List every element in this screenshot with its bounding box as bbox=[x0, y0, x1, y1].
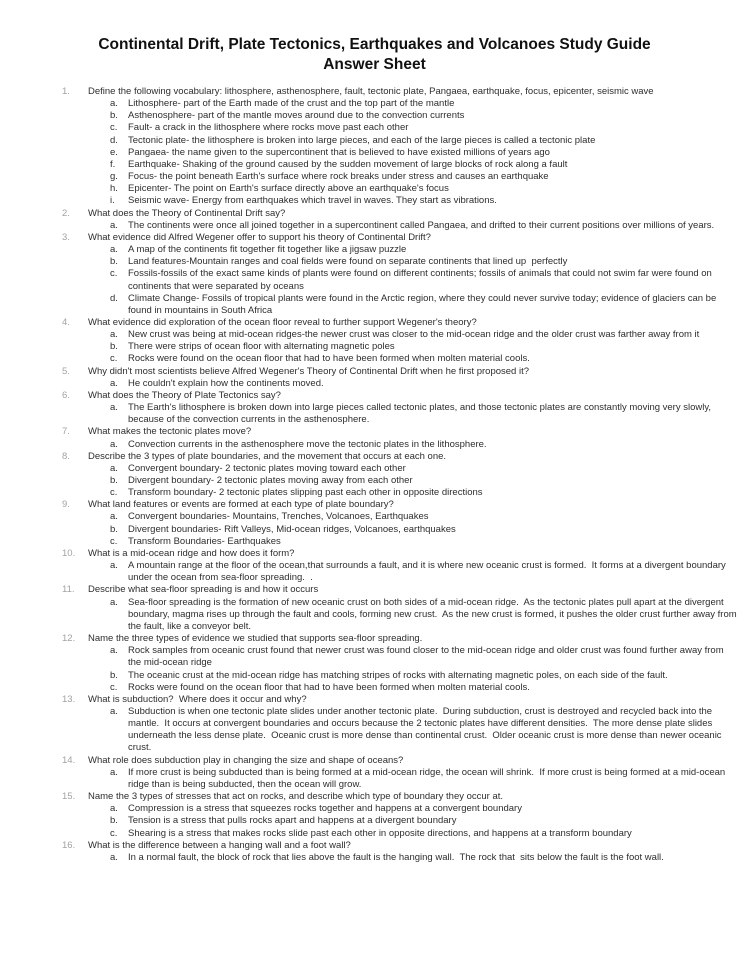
answer-row bbox=[110, 353, 739, 365]
answer-text: Tectonic plate- the lithosphere is broken into large pieces, and each of the large pieces is called a tectonic plate bbox=[128, 134, 596, 146]
answer-letter: c. bbox=[110, 122, 118, 134]
answer-letter: a. bbox=[110, 462, 118, 474]
question-number: 8. bbox=[62, 450, 70, 462]
answer-letter: c. bbox=[110, 681, 118, 693]
answer-text: Pangaea- the name given to the supercontinent that is believed to have existed millions of years ago bbox=[128, 146, 550, 158]
answer-row bbox=[110, 475, 739, 487]
answer-row bbox=[110, 98, 739, 110]
page-title bbox=[0, 0, 749, 75]
answer-letter: a. bbox=[110, 511, 118, 523]
question-text: Name the 3 types of stresses that act on rocks, and describe which type of boundary they occur at. bbox=[88, 791, 504, 803]
answer-text: Land features-Mountain ranges and coal fields were found on separate continents that lined up perfectly bbox=[128, 256, 568, 268]
answer-letter: a. bbox=[110, 851, 118, 863]
answer-letter: b. bbox=[110, 256, 118, 268]
question-text: Define the following vocabulary: lithosphere, asthenosphere, fault, tectonic plate, Pangaea, earthquake, focus, epicenter, seismic wave bbox=[88, 86, 654, 97]
question-row bbox=[62, 840, 739, 852]
answer-row bbox=[110, 828, 739, 840]
answer-letter: b. bbox=[110, 669, 118, 681]
answer-letter: e. bbox=[110, 146, 118, 158]
question-number: 2. bbox=[62, 207, 70, 219]
answer-letter: a. bbox=[110, 560, 118, 572]
question-text: What does the Theory of Continental Drift say? bbox=[88, 207, 286, 219]
answer-letter: b. bbox=[110, 110, 118, 122]
answer-text: A mountain range at the floor of the ocean,that surrounds a fault, and it is where new oceanic crust is formed. It forms at a divergent boundary under the ocean from sea-floor spreading. . bbox=[128, 560, 732, 584]
answer-row bbox=[110, 402, 739, 426]
question-number: 5. bbox=[62, 365, 70, 377]
question-text: Describe what sea-floor spreading is and how it occurs bbox=[88, 584, 319, 596]
answer-row bbox=[110, 110, 739, 122]
question-text: What is the difference between a hanging wall and a foot wall? bbox=[88, 839, 351, 851]
answer-text: Subduction is when one tectonic plate slides under another tectonic plate. During subduction, crust is destroyed and recycled back into the mantle. It occurs at convergent boundaries and occurs because the 2 tectonic plates have different densities. The more dense plate slides underneath the less dense plate. Oceanic crust is more dense than continental crust. Older oceanic crust is more dense than newer oceanic crust. bbox=[128, 705, 725, 754]
question-row bbox=[62, 694, 739, 706]
answer-row bbox=[110, 560, 739, 584]
answer-row bbox=[110, 670, 739, 682]
answer-text: Convergent boundary- 2 tectonic plates moving toward each other bbox=[128, 462, 406, 474]
answer-letter: a. bbox=[110, 766, 118, 778]
answer-letter: a. bbox=[110, 244, 118, 256]
answer-text: Lithosphere- part of the Earth made of the crust and the top part of the mantle bbox=[128, 98, 455, 110]
answer-letter: h. bbox=[110, 183, 118, 195]
answer-letter: g. bbox=[110, 171, 118, 183]
answer-row bbox=[110, 135, 739, 147]
answer-text: Asthenosphere- part of the mantle moves around due to the convection currents bbox=[128, 110, 465, 122]
answer-text: Compression is a stress that squeezes rocks together and happens at a convergent boundary bbox=[128, 803, 522, 815]
answer-letter: b. bbox=[110, 341, 118, 353]
answer-letter: a. bbox=[110, 803, 118, 815]
answer-letter: a. bbox=[110, 402, 118, 414]
answer-row bbox=[110, 645, 739, 669]
question-number: 9. bbox=[62, 499, 70, 511]
answer-letter: c. bbox=[110, 268, 118, 280]
answer-letter: a. bbox=[110, 98, 118, 110]
question-text: What is a mid-ocean ridge and how does it form? bbox=[88, 547, 295, 559]
answer-row bbox=[110, 706, 739, 755]
answer-letter: a. bbox=[110, 219, 118, 231]
question-number: 11. bbox=[62, 584, 75, 596]
answer-letter: a. bbox=[110, 438, 118, 450]
answer-row bbox=[110, 852, 739, 864]
question-text: What evidence did exploration of the ocean floor reveal to further support Wegener's theory? bbox=[88, 316, 477, 328]
answer-row bbox=[110, 487, 739, 499]
answer-text: Epicenter- The point on Earth's surface directly above an earthquake's focus bbox=[128, 183, 449, 195]
answer-row bbox=[110, 220, 739, 232]
answer-row bbox=[110, 244, 739, 256]
answer-text: Divergent boundary- 2 tectonic plates moving away from each other bbox=[128, 475, 413, 486]
answer-text: The continents were once all joined together in a supercontinent called Pangaea, and drifted to their current positions over millions of years. bbox=[128, 219, 715, 231]
answer-row bbox=[110, 171, 739, 183]
answer-text: Focus- the point beneath Earth's surface where rock breaks under stress and causes an earthquake bbox=[128, 171, 549, 183]
question-answer-list bbox=[0, 86, 749, 864]
answer-text: Rock samples from oceanic crust found that newer crust was found closer to the mid-ocean ridge and older crust was found further away from the mid-ocean ridge bbox=[128, 645, 727, 669]
question-text: What is subduction? Where does it occur and why? bbox=[88, 693, 307, 705]
answer-letter: b. bbox=[110, 475, 118, 486]
answer-text: Tension is a stress that pulls rocks apart and happens at a divergent boundary bbox=[128, 815, 457, 827]
answer-row bbox=[110, 293, 739, 317]
answer-letter: b. bbox=[110, 523, 118, 535]
question-number: 1. bbox=[62, 86, 70, 97]
answer-text: He couldn't explain how the continents moved. bbox=[128, 377, 324, 389]
answer-letter: c. bbox=[110, 535, 118, 547]
question-row bbox=[62, 499, 739, 511]
question-row bbox=[62, 755, 739, 767]
page-title-line1: Continental Drift, Plate Tectonics, Earthquakes and Volcanoes Study Guide bbox=[98, 36, 651, 53]
question-text: What land features or events are formed at each type of plate boundary? bbox=[88, 499, 394, 511]
answer-text: Earthquake- Shaking of the ground caused by the sudden movement of large blocks of rock along a fault bbox=[128, 158, 568, 170]
question-number: 4. bbox=[62, 316, 70, 328]
answer-text: Sea-floor spreading is the formation of new oceanic crust on both sides of a mid-ocean ridge. As the tectonic plates pull apart at the divergent boundary, magma rises up through the fault and cools, forming new crust. As the new crust is formed, it pushes the older crust further away from the fault, like a conveyor belt. bbox=[128, 596, 740, 632]
question-text: Why didn't most scientists believe Alfred Wegener's Theory of Continental Drift when he first proposed it? bbox=[88, 365, 530, 377]
answer-text: Fossils-fossils of the exact same kinds of plants were found on different continents; fossils of animals that could not swim far were found on continents that were separated by oceans bbox=[128, 268, 715, 292]
answer-row bbox=[110, 682, 739, 694]
answer-row bbox=[110, 536, 739, 548]
answer-letter: d. bbox=[110, 134, 118, 146]
question-number: 6. bbox=[62, 389, 70, 401]
question-number: 10. bbox=[62, 547, 76, 559]
answer-letter: f. bbox=[110, 158, 116, 170]
answer-row bbox=[110, 159, 739, 171]
answer-text: Fault- a crack in the lithosphere where rocks move past each other bbox=[128, 122, 409, 134]
question-number: 7. bbox=[62, 426, 70, 438]
page-title-line2: Answer Sheet bbox=[323, 56, 426, 73]
answer-letter: i. bbox=[110, 195, 115, 207]
answer-letter: c. bbox=[110, 827, 118, 839]
answer-text: A map of the continents fit together fit together like a jigsaw puzzle bbox=[128, 244, 407, 256]
answer-row bbox=[110, 378, 739, 390]
question-row bbox=[62, 584, 739, 596]
question-text: What evidence did Alfred Wegener offer to support his theory of Continental Drift? bbox=[88, 231, 431, 243]
answer-row bbox=[110, 256, 739, 268]
question-number: 16. bbox=[62, 839, 76, 851]
question-row bbox=[62, 366, 739, 378]
answer-row bbox=[110, 122, 739, 134]
question-row bbox=[62, 86, 739, 98]
answer-letter: d. bbox=[110, 292, 118, 304]
answer-letter: a. bbox=[110, 329, 118, 341]
answer-text: Divergent boundaries- Rift Valleys, Mid-ocean ridges, Volcanoes, earthquakes bbox=[128, 523, 456, 535]
answer-text: Transform Boundaries- Earthquakes bbox=[128, 535, 281, 547]
question-text: What role does subduction play in changing the size and shape of oceans? bbox=[88, 754, 404, 766]
question-row bbox=[62, 548, 739, 560]
answer-row bbox=[110, 329, 739, 341]
question-number: 3. bbox=[62, 231, 70, 243]
answer-text: Convergent boundaries- Mountains, Trenches, Volcanoes, Earthquakes bbox=[128, 511, 429, 523]
question-text: Name the three types of evidence we studied that supports sea-floor spreading. bbox=[88, 633, 423, 645]
question-text: Describe the 3 types of plate boundaries, and the movement that occurs at each one. bbox=[88, 450, 447, 462]
answer-text: Climate Change- Fossils of tropical plants were found in the Arctic region, where they could never survive today; evidence of glaciers can be found in mountains in South Africa bbox=[128, 292, 719, 316]
question-number: 13. bbox=[62, 693, 76, 705]
question-row bbox=[62, 390, 739, 402]
answer-row bbox=[110, 268, 739, 292]
answer-text: The oceanic crust at the mid-ocean ridge has matching stripes of rocks with alternating magnetic poles, on each side of the fault. bbox=[128, 669, 668, 681]
question-row bbox=[62, 426, 739, 438]
answer-text: Shearing is a stress that makes rocks slide past each other in opposite directions, and happens at a transform boundary bbox=[128, 827, 632, 839]
answer-letter: a. bbox=[110, 705, 118, 717]
answer-row bbox=[110, 195, 739, 207]
answer-letter: a. bbox=[110, 596, 118, 608]
answer-text: In a normal fault, the block of rock that lies above the fault is the hanging wall. The rock that sits below the fault is the foot wall. bbox=[128, 851, 664, 863]
answer-row bbox=[110, 341, 739, 353]
answer-letter: c. bbox=[110, 487, 118, 499]
answer-row bbox=[110, 597, 739, 633]
answer-text: Seismic wave- Energy from earthquakes which travel in waves. They start as vibrations. bbox=[128, 195, 497, 207]
answer-text: Rocks were found on the ocean floor that had to have been formed when molten material cools. bbox=[128, 353, 530, 365]
question-row bbox=[62, 451, 739, 463]
answer-letter: a. bbox=[110, 377, 118, 389]
answer-letter: a. bbox=[110, 645, 118, 657]
answer-row bbox=[110, 439, 739, 451]
answer-row bbox=[110, 511, 739, 523]
question-row bbox=[62, 791, 739, 803]
answer-row bbox=[110, 815, 739, 827]
question-row bbox=[62, 232, 739, 244]
answer-row bbox=[110, 147, 739, 159]
answer-row bbox=[110, 463, 739, 475]
answer-letter: c. bbox=[110, 353, 118, 365]
answer-text: Convection currents in the asthenosphere move the tectonic plates in the lithosphere. bbox=[128, 438, 487, 450]
answer-row bbox=[110, 803, 739, 815]
answer-text: If more crust is being subducted than is being formed at a mid-ocean ridge, the ocean will shrink. If more crust is being formed at a mid-ocean ridge than is being subducted, then the ocean will grow. bbox=[128, 766, 728, 790]
answer-letter: b. bbox=[110, 815, 118, 827]
question-number: 14. bbox=[62, 754, 76, 766]
question-row bbox=[62, 633, 739, 645]
answer-row bbox=[110, 524, 739, 536]
question-number: 15. bbox=[62, 791, 76, 803]
answer-text: There were strips of ocean floor with alternating magnetic poles bbox=[128, 341, 395, 353]
question-row bbox=[62, 317, 739, 329]
answer-text: Rocks were found on the ocean floor that had to have been formed when molten material cools. bbox=[128, 681, 530, 693]
answer-row bbox=[110, 183, 739, 195]
answer-row bbox=[110, 767, 739, 791]
answer-text: Transform boundary- 2 tectonic plates slipping past each other in opposite directions bbox=[128, 487, 483, 499]
question-text: What does the Theory of Plate Tectonics say? bbox=[88, 389, 281, 401]
answer-text: The Earth's lithosphere is broken down into large pieces called tectonic plates, and those tectonic plates are constantly moving very slowly, because of the convection currents in the asthenosphere. bbox=[128, 402, 714, 426]
question-text: What makes the tectonic plates move? bbox=[88, 426, 252, 438]
question-number: 12. bbox=[62, 633, 76, 645]
answer-text: New crust was being at mid-ocean ridges-the newer crust was closer to the mid-ocean ridge and the older crust was farther away from it bbox=[128, 329, 700, 341]
question-row bbox=[62, 208, 739, 220]
